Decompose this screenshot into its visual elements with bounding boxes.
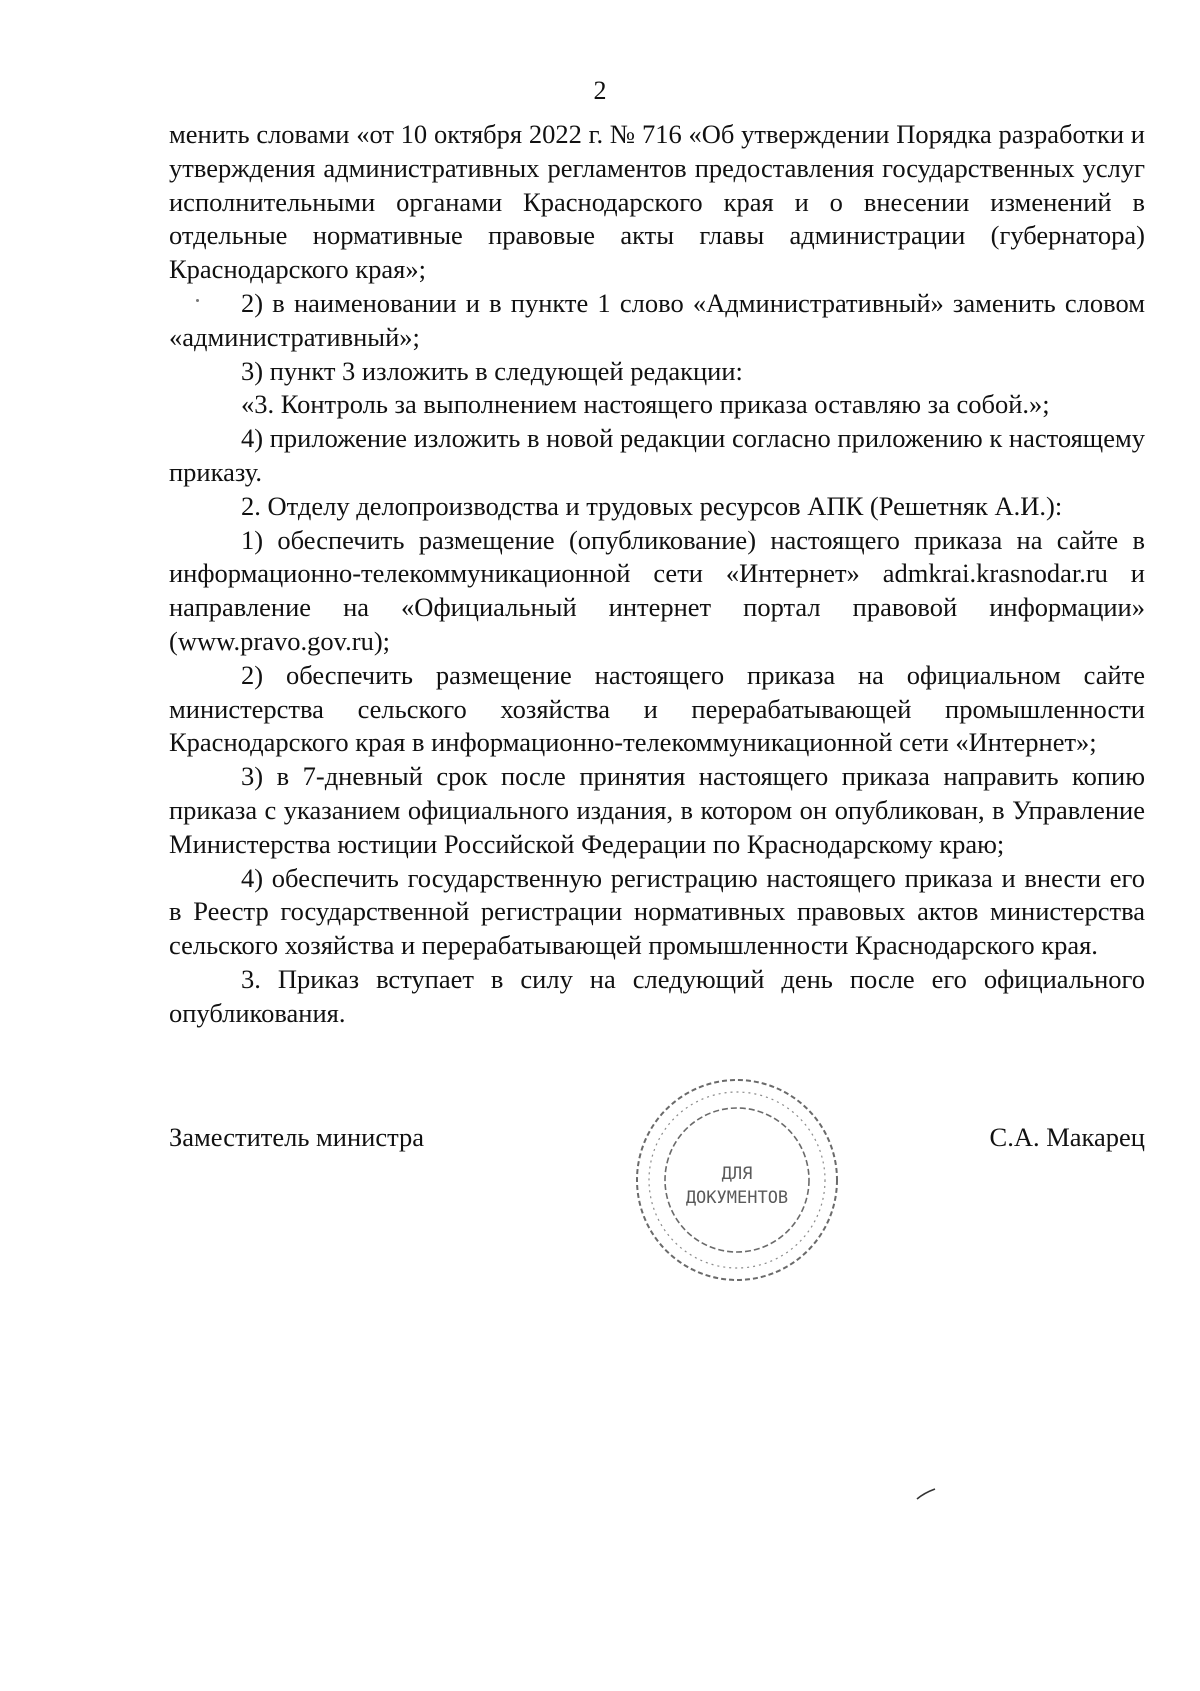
- stamp-seal-graphic: [632, 1075, 842, 1285]
- paragraph-continuation: менить словами «от 10 октября 2022 г. № 716 «Об утверждении Порядка разработки и утверждения административных регламентов предоставления государственных услуг исполнительными органами Краснодарского края и о внесении изменений в отдельные нормативные правовые акты главы администрации (губернатора) Краснодарского края»;: [169, 119, 1145, 285]
- paragraph-item-3: 3) пункт 3 изложить в следующей редакции:: [241, 355, 743, 386]
- paragraph-section-2-item-3: 3) в 7-дневный срок после принятия настоящего приказа направить копию приказа с указанием официального издания, в котором он опубликован, в Управление Министерства юстиции Российской Федерации по Краснодарскому краю;: [169, 761, 1145, 859]
- paragraph-section-2: 2. Отделу делопроизводства и трудовых ресурсов АПК (Решетняк А.И.):: [241, 490, 1063, 521]
- paragraph-section-3: 3. Приказ вступает в силу на следующий день после его официального опубликования.: [169, 963, 1145, 1028]
- paragraph-item-2: 2) в наименовании и в пункте 1 слово «Административный» заменить словом «административный»;: [169, 287, 1145, 352]
- stamp-line-2: ДОКУМЕНТОВ: [685, 1188, 789, 1208]
- scan-artifact-dot: [196, 299, 199, 302]
- paragraph-section-2-item-1: 1) обеспечить размещение (опубликование) настоящего приказа на сайте в информационно-телекоммуникационной сети «Интернет» admkrai.krasnodar.ru и направление на «Официальный интернет портал правовой информации» (www.pravo.gov.ru);: [169, 524, 1145, 656]
- official-stamp: [632, 1075, 842, 1285]
- paragraph-section-2-item-2: 2) обеспечить размещение настоящего приказа на официальном сайте министерства сельского хозяйства и перерабатывающей промышленности Краснодарского края в информационно-телекоммуникационной сети «Интернет»;: [169, 659, 1145, 758]
- stamp-line-1: ДЛЯ: [721, 1164, 753, 1184]
- page-number: 2: [593, 76, 607, 105]
- paragraph-quote: «3. Контроль за выполнением настоящего приказа оставляю за собой.»;: [241, 389, 1050, 420]
- paragraph-section-2-item-4: 4) обеспечить государственную регистрацию настоящего приказа и внести его в Реестр государственной регистрации нормативных правовых актов министерства сельского хозяйства и перерабатывающей промышленности Краснодарского края.: [169, 862, 1145, 961]
- document-body: [169, 118, 1145, 1031]
- signatory-name: С.А. Макарец: [989, 1122, 1145, 1152]
- signatory-title: Заместитель министра: [169, 1122, 425, 1152]
- paragraph-item-4: 4) приложение изложить в новой редакции согласно приложению к настоящему приказу.: [169, 423, 1145, 487]
- pen-mark-icon: [915, 1487, 937, 1501]
